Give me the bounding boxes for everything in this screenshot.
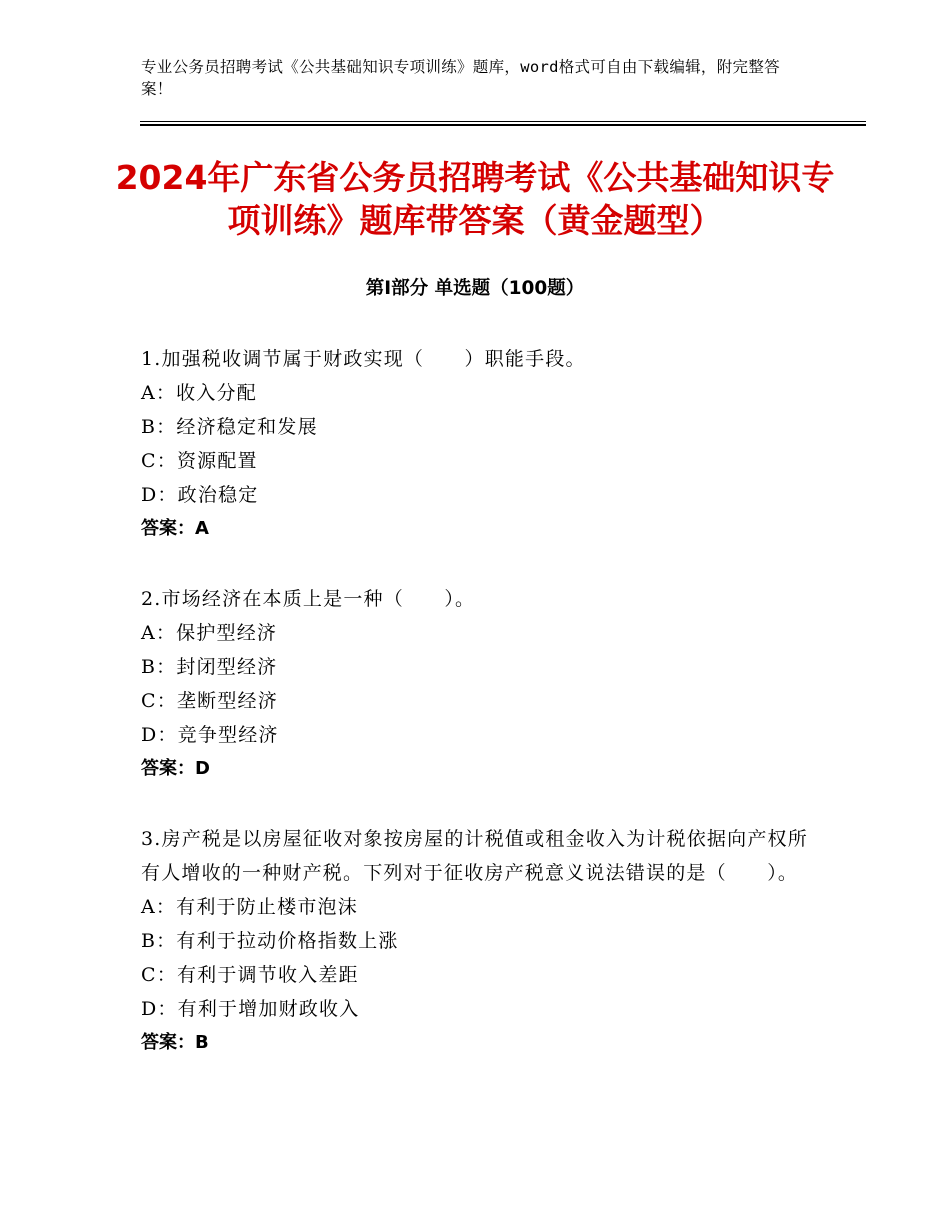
- header-rule-top: [140, 121, 866, 122]
- option-a: A：收入分配: [141, 382, 257, 404]
- option-a: A：有利于防止楼市泡沫: [141, 896, 358, 918]
- document-title: 2024年广东省公务员招聘考试《公共基础知识专项训练》题库带答案（黄金题型）: [115, 158, 835, 240]
- question-stem: 2.市场经济在本质上是一种（ ）。: [141, 588, 476, 610]
- option-d: D：政治稳定: [141, 484, 259, 506]
- answer: 答案：D: [141, 758, 210, 779]
- header-rule-bottom: [140, 124, 866, 126]
- question-3: [141, 822, 821, 1060]
- option-b: B：有利于拉动价格指数上涨: [141, 930, 399, 952]
- answer: 答案：A: [141, 518, 209, 539]
- option-d: D：竞争型经济: [141, 724, 279, 746]
- option-c: C：有利于调节收入差距: [141, 964, 359, 986]
- option-b: B：经济稳定和发展: [141, 416, 318, 438]
- question-stem: 3.房产税是以房屋征收对象按房屋的计税值或租金收入为计税依据向产权所有人增收的一种财产税。下列对于征收房产税意义说法错误的是（ ）。: [141, 828, 808, 884]
- question-2: [141, 582, 821, 786]
- question-1: [141, 342, 821, 546]
- answer: 答案：B: [141, 1032, 209, 1053]
- option-a: A：保护型经济: [141, 622, 278, 644]
- section-title: 第Ⅰ部分 单选题（100题）: [365, 278, 585, 299]
- header-note: 专业公务员招聘考试《公共基础知识专项训练》题库，word格式可自由下载编辑，附完整答案！: [141, 58, 780, 98]
- option-b: B：封闭型经济: [141, 656, 278, 678]
- option-c: C：资源配置: [141, 450, 258, 472]
- option-c: C：垄断型经济: [141, 690, 278, 712]
- option-d: D：有利于增加财政收入: [141, 998, 360, 1020]
- question-list: [141, 342, 821, 1096]
- question-stem: 1.加强税收调节属于财政实现（ ）职能手段。: [141, 348, 586, 370]
